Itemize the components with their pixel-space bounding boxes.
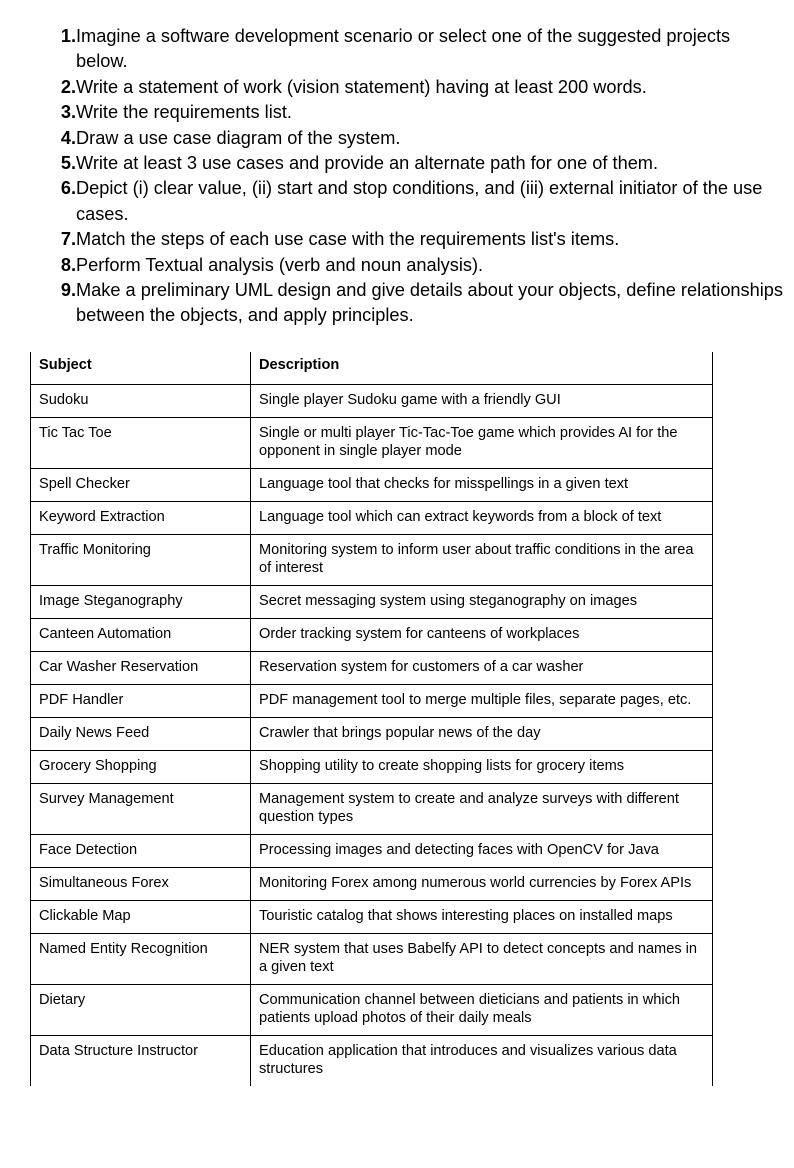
table-row <box>31 934 713 985</box>
step-item <box>40 278 785 329</box>
step-item <box>40 176 785 227</box>
step-number: 1. <box>60 26 76 46</box>
table-row <box>31 718 713 751</box>
subject-cell: Daily News Feed <box>31 718 251 751</box>
step-text: Write at least 3 use cases and provide an alternate path for one of them. <box>76 153 659 174</box>
subject-cell: Simultaneous Forex <box>31 868 251 901</box>
description-cell: Monitoring Forex among numerous world currencies by Forex APIs <box>251 868 713 901</box>
description-cell: Education application that introduces and visualizes various data structures <box>251 1036 713 1087</box>
step-number: 6. <box>60 178 76 199</box>
step-text: Imagine a software development scenario or select one of the suggested projects below. <box>76 26 731 72</box>
subject-cell: Keyword Extraction <box>31 502 251 535</box>
table-row <box>31 685 713 718</box>
table-row <box>31 1036 713 1087</box>
description-cell: Management system to create and analyze surveys with different question types <box>251 784 713 835</box>
project-table-container <box>30 352 712 1086</box>
subject-cell: Car Washer Reservation <box>31 652 251 685</box>
description-cell: Shopping utility to create shopping lists for grocery items <box>251 751 713 784</box>
step-text: Make a preliminary UML design and give details about your objects, define relationships between the objects, and apply principles. <box>76 280 784 326</box>
table-row <box>31 619 713 652</box>
table-header-row <box>31 352 713 385</box>
table-row <box>31 586 713 619</box>
subject-cell: Image Steganography <box>31 586 251 619</box>
step-number: 3. <box>60 102 76 123</box>
step-text: Write the requirements list. <box>76 102 292 123</box>
subject-cell: Spell Checker <box>31 469 251 502</box>
subject-cell: Survey Management <box>31 784 251 835</box>
step-number: 2. <box>60 76 76 97</box>
description-cell: Reservation system for customers of a car washer <box>251 652 713 685</box>
subject-cell: Clickable Map <box>31 901 251 934</box>
description-cell: Crawler that brings popular news of the day <box>251 718 713 751</box>
step-number: 4. <box>60 127 76 148</box>
step-item <box>40 100 785 125</box>
description-cell: Secret messaging system using steganography on images <box>251 586 713 619</box>
description-cell: Single or multi player Tic-Tac-Toe game which provides AI for the opponent in single player mode <box>251 418 713 469</box>
step-number: 7. <box>60 229 76 250</box>
step-text: Write a statement of work (vision statement) having at least 200 words. <box>76 76 647 97</box>
description-cell: Communication channel between dieticians and patients in which patients upload photos of their daily meals <box>251 985 713 1036</box>
description-cell: Monitoring system to inform user about traffic conditions in the area of interest <box>251 535 713 586</box>
subject-cell: Grocery Shopping <box>31 751 251 784</box>
description-cell: Language tool that checks for misspellings in a given text <box>251 469 713 502</box>
step-item <box>40 126 785 151</box>
table-row <box>31 535 713 586</box>
step-number: 8. <box>60 254 76 275</box>
subject-cell: Traffic Monitoring <box>31 535 251 586</box>
project-table <box>30 352 713 1086</box>
subject-cell: PDF Handler <box>31 685 251 718</box>
subject-cell: Face Detection <box>31 835 251 868</box>
column-header-description: Description <box>251 352 713 385</box>
subject-cell: Dietary <box>31 985 251 1036</box>
table-row <box>31 418 713 469</box>
table-row <box>31 385 713 418</box>
table-row <box>31 985 713 1036</box>
subject-cell: Named Entity Recognition <box>31 934 251 985</box>
subject-cell: Tic Tac Toe <box>31 418 251 469</box>
step-number: 9. <box>60 280 76 301</box>
table-row <box>31 469 713 502</box>
table-row <box>31 835 713 868</box>
subject-cell: Data Structure Instructor <box>31 1036 251 1087</box>
table-row <box>31 652 713 685</box>
subject-cell: Sudoku <box>31 385 251 418</box>
description-cell: Touristic catalog that shows interesting places on installed maps <box>251 901 713 934</box>
table-row <box>31 784 713 835</box>
description-cell: Language tool which can extract keywords from a block of text <box>251 502 713 535</box>
table-row <box>31 868 713 901</box>
step-number: 5. <box>60 153 76 174</box>
description-cell: Order tracking system for canteens of workplaces <box>251 619 713 652</box>
description-cell: PDF management tool to merge multiple files, separate pages, etc. <box>251 685 713 718</box>
description-cell: Single player Sudoku game with a friendly GUI <box>251 385 713 418</box>
table-row <box>31 751 713 784</box>
subject-cell: Canteen Automation <box>31 619 251 652</box>
step-item <box>40 253 785 278</box>
step-item <box>40 24 785 75</box>
table-row <box>31 901 713 934</box>
step-item <box>40 151 785 176</box>
task-steps-list <box>40 24 785 329</box>
table-row <box>31 502 713 535</box>
step-text: Depict (i) clear value, (ii) start and stop conditions, and (iii) external initiator of the use cases. <box>76 178 763 224</box>
description-cell: Processing images and detecting faces with OpenCV for Java <box>251 835 713 868</box>
step-text: Draw a use case diagram of the system. <box>76 127 401 148</box>
description-cell: NER system that uses Babelfy API to detect concepts and names in a given text <box>251 934 713 985</box>
step-text: Match the steps of each use case with the requirements list's items. <box>76 229 620 250</box>
column-header-subject: Subject <box>31 352 251 385</box>
step-item <box>40 227 785 252</box>
step-item <box>40 75 785 100</box>
step-text: Perform Textual analysis (verb and noun analysis). <box>76 254 484 275</box>
